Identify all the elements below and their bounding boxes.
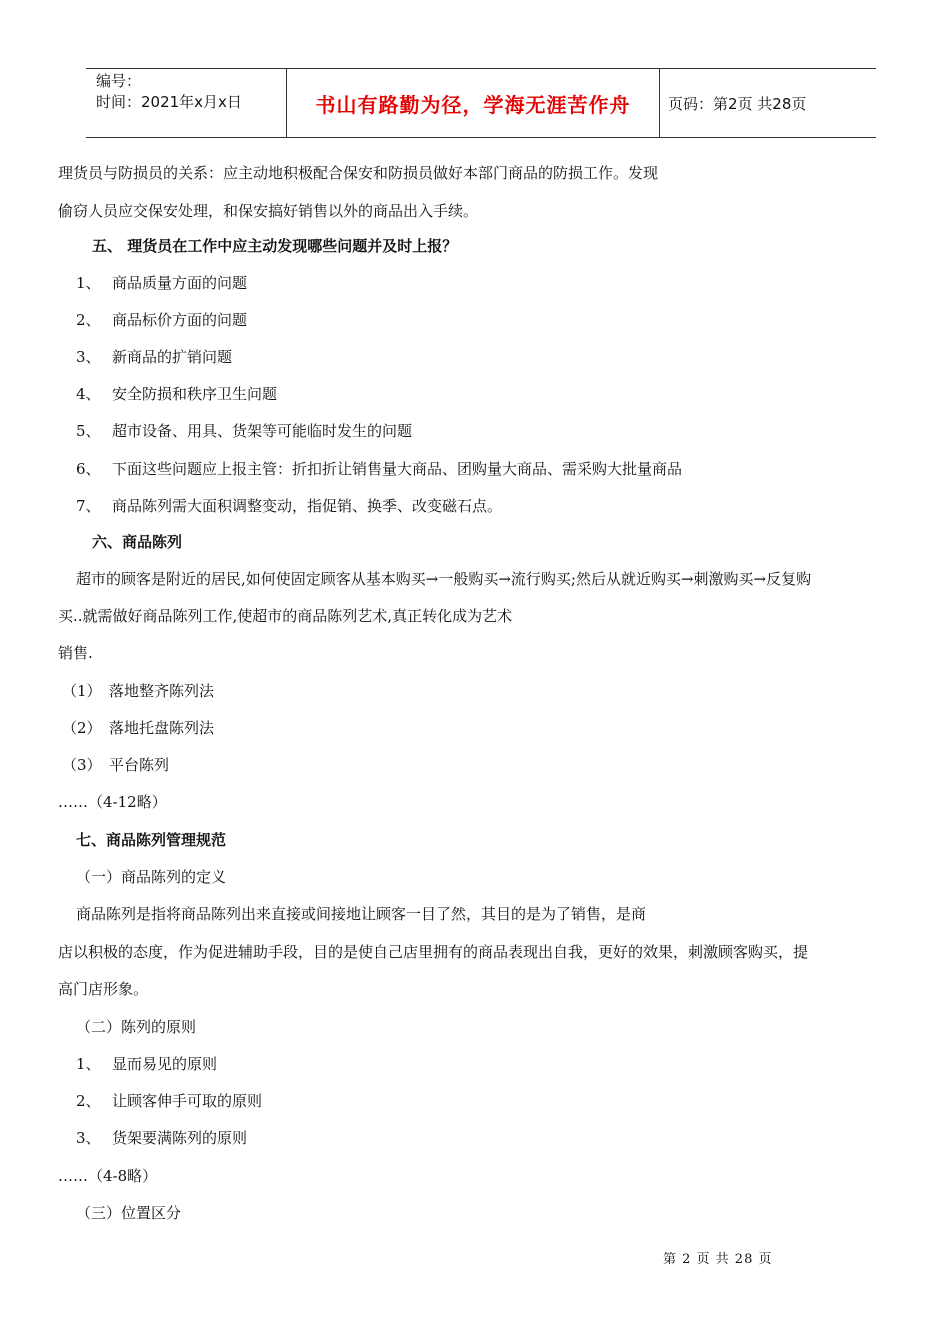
time-label: 时间：2021年x月x日 [96, 93, 242, 111]
page-footer: 第 2 页 共 28 页 [663, 1252, 773, 1267]
subsection-heading: （一）商品陈列的定义 [76, 868, 227, 886]
header-meta [86, 69, 287, 137]
paragraph-line: 店以积极的态度，作为促进辅助手段，目的是使自己店里拥有的商品表现出自我，更好的效果，刺激顾客购买，提 [58, 943, 809, 961]
list-item: （2） 落地托盘陈列法 [62, 719, 215, 737]
paragraph-line: 商品陈列是指将商品陈列出来直接或间接地让顾客一目了然，其目的是为了销售，是商 [76, 905, 647, 923]
number-label: 编号： [96, 72, 142, 90]
paragraph-line: 偷窃人员应交保安处理，和保安搞好销售以外的商品出入手续。 [58, 202, 479, 220]
header-page-number: 页码：第2页 共28页 [668, 94, 807, 113]
list-item: 2、 商品标价方面的问题 [76, 311, 248, 329]
paragraph-line: 高门店形象。 [58, 980, 149, 998]
list-item: 3、 新商品的扩销问题 [76, 348, 233, 366]
list-item: （1） 落地整齐陈列法 [62, 682, 215, 700]
list-item: 1、 商品质量方面的问题 [76, 274, 248, 292]
subsection-heading: （二）陈列的原则 [76, 1018, 197, 1036]
list-item: 5、 超市设备、用具、货架等可能临时发生的问题 [76, 422, 413, 440]
header-slogan: 书山有路勤为径，学海无涯苦作舟 [287, 69, 660, 137]
list-item: 1、 显而易见的原则 [76, 1055, 218, 1073]
section-heading-6: 六、商品陈列 [92, 533, 183, 551]
subsection-heading: （三）位置区分 [76, 1204, 182, 1222]
paragraph-line: 超市的顾客是附近的居民,如何使固定顾客从基本购买→一般购买→流行购买;然后从就近购买→刺激购买→反复购 [76, 570, 812, 588]
list-item: 7、 商品陈列需大面积调整变动，指促销、换季、改变磁石点。 [76, 497, 503, 515]
list-item: 4、 安全防损和秩序卫生问题 [76, 385, 278, 403]
page-header [86, 68, 876, 138]
list-item: 3、 货架要满陈列的原则 [76, 1129, 248, 1147]
section-heading-5: 五、 理货员在工作中应主动发现哪些问题并及时上报？ [92, 237, 458, 255]
paragraph-line: 理货员与防损员的关系：应主动地积极配合保安和防损员做好本部门商品的防损工作。发现 [58, 164, 659, 182]
paragraph-line: 买..就需做好商品陈列工作,使超市的商品陈列艺术,真正转化成为艺术 [58, 607, 513, 625]
list-item: （3） 平台陈列 [62, 756, 170, 774]
list-item: 2、 让顾客伸手可取的原则 [76, 1092, 263, 1110]
paragraph-line: 销售. [58, 644, 93, 662]
list-item: 6、 下面这些问题应上报主管：折扣折让销售量大商品、团购量大商品、需采购大批量商品 [76, 460, 683, 478]
omission-note: ……（4-12略） [58, 793, 167, 811]
section-heading-7: 七、商品陈列管理规范 [76, 831, 227, 849]
omission-note: ……（4-8略） [58, 1167, 158, 1185]
